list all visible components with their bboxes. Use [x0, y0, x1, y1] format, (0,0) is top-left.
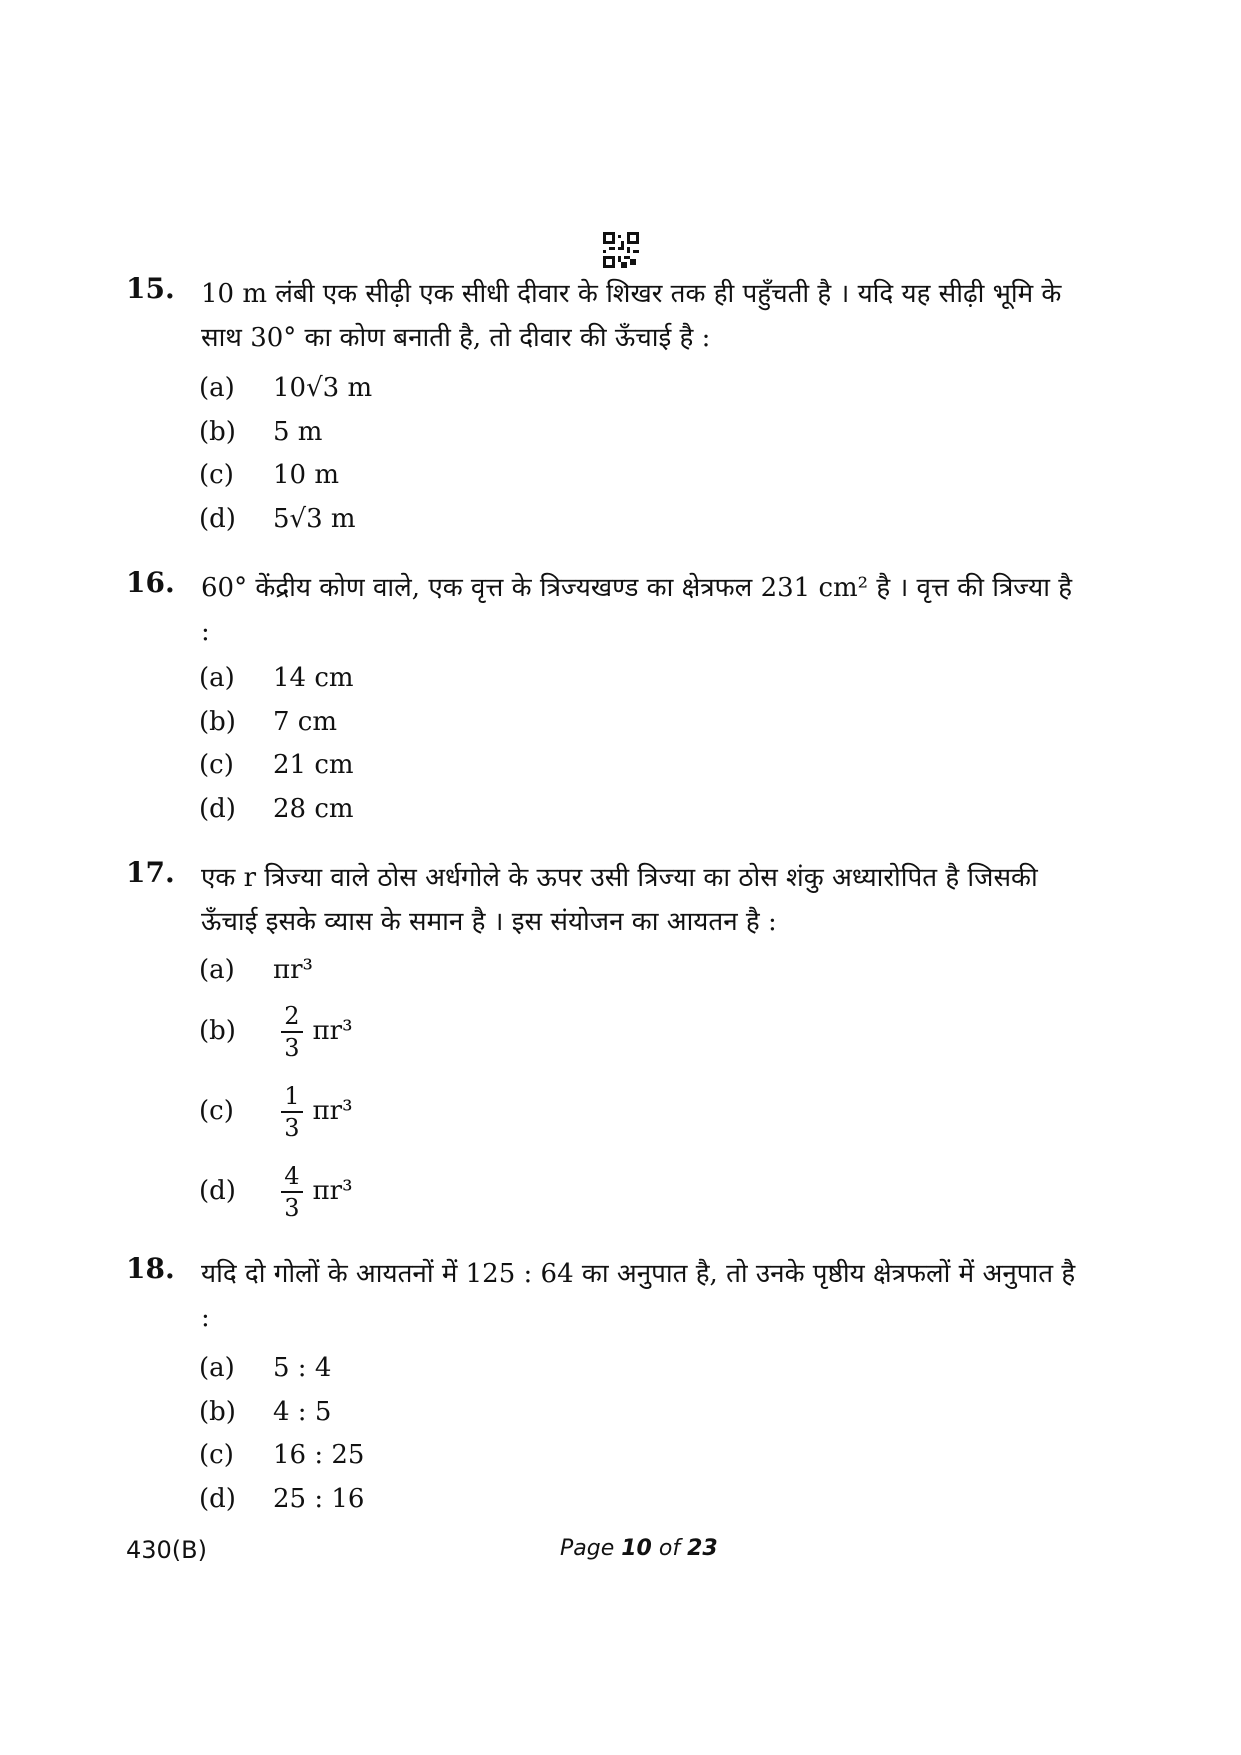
- option-value: 21 cm: [273, 750, 354, 780]
- question-text: 60° केंद्रीय कोण वाले, एक वृत्त के त्रिज्यखण्ड का क्षेत्रफल 231 cm² है । वृत्त की त्रिज्या है :: [201, 573, 1073, 647]
- option-a: [199, 656, 354, 700]
- fraction: [281, 1084, 302, 1140]
- option-label: (a): [199, 1353, 235, 1383]
- option-c: [199, 453, 339, 497]
- paper-code: 430(B): [126, 1536, 207, 1564]
- option-d: [199, 1156, 353, 1226]
- option-label: (c): [199, 1440, 234, 1470]
- option-label: (c): [199, 460, 234, 490]
- fraction-denominator: 3: [284, 1194, 300, 1222]
- option-label: (c): [199, 750, 234, 780]
- option-value: 10 m: [273, 460, 340, 490]
- fraction-numerator: 4: [281, 1164, 302, 1193]
- option-value: 4 : 5: [273, 1397, 332, 1427]
- option-d: [199, 1477, 364, 1521]
- question-number: 17.: [126, 856, 175, 889]
- option-value: πr³: [312, 1176, 353, 1206]
- option-value: 5√3 m: [273, 504, 356, 534]
- option-value: 28 cm: [273, 794, 354, 824]
- page-total: 23: [687, 1536, 718, 1561]
- option-value: 10√3 m: [273, 373, 373, 403]
- option-label: (d): [199, 504, 236, 534]
- option-label: (b): [199, 417, 236, 447]
- option-label: (a): [199, 663, 235, 693]
- option-a: [199, 1346, 331, 1390]
- question-text: यदि दो गोलों के आयतनों में 125 : 64 का अनुपात है, तो उनके पृष्ठीय क्षेत्रफलों में अनुपात है :: [201, 1259, 1076, 1333]
- option-value: 7 cm: [273, 707, 338, 737]
- question-text: 10 m लंबी एक सीढ़ी एक सीधी दीवार के शिखर तक ही पहुँचती है । यदि यह सीढ़ी भूमि के साथ 30° का कोण बनाती है, तो दीवार की ऊँचाई है :: [201, 279, 1062, 353]
- option-label: (a): [199, 955, 235, 985]
- page-of: of: [658, 1536, 681, 1561]
- qr-code-icon: [603, 232, 639, 268]
- fraction: [281, 1164, 302, 1220]
- option-b: [199, 410, 322, 454]
- option-label: (d): [199, 1484, 236, 1514]
- fraction-denominator: 3: [284, 1034, 300, 1062]
- page-current: 10: [621, 1536, 652, 1561]
- option-label: (d): [199, 1176, 236, 1206]
- option-c: [199, 1433, 364, 1477]
- option-value: 16 : 25: [273, 1440, 365, 1470]
- option-a: [199, 948, 313, 992]
- fraction-numerator: 1: [281, 1084, 302, 1113]
- option-label: (b): [199, 707, 236, 737]
- option-d: [199, 787, 354, 831]
- option-value: πr³: [312, 1096, 353, 1126]
- fraction-numerator: 2: [281, 1004, 302, 1033]
- option-label: (b): [199, 1016, 236, 1046]
- option-a: [199, 366, 372, 410]
- fraction: [281, 1004, 302, 1060]
- option-d: [199, 497, 356, 541]
- option-label: (a): [199, 373, 235, 403]
- page-number: [560, 1536, 718, 1561]
- option-value: 5 m: [273, 417, 323, 447]
- option-value: πr³: [312, 1016, 353, 1046]
- option-value: 14 cm: [273, 663, 354, 693]
- option-label: (d): [199, 794, 236, 824]
- question-number: 18.: [126, 1252, 175, 1285]
- option-label: (b): [199, 1397, 236, 1427]
- option-c: [199, 743, 354, 787]
- fraction-denominator: 3: [284, 1114, 300, 1142]
- question-number: 15.: [126, 272, 175, 305]
- option-b: [199, 700, 337, 744]
- option-b: [199, 996, 353, 1066]
- question-text: एक r त्रिज्या वाले ठोस अर्धगोले के ऊपर उसी त्रिज्या का ठोस शंकु अध्यारोपित है जिसकी ऊँचाई इसके व्यास के समान है । इस संयोजन का आयतन है :: [201, 863, 1038, 937]
- option-value: 25 : 16: [273, 1484, 365, 1514]
- option-c: [199, 1076, 353, 1146]
- option-label: (c): [199, 1096, 234, 1126]
- option-b: [199, 1390, 331, 1434]
- question-number: 16.: [126, 566, 175, 599]
- option-value: 5 : 4: [273, 1353, 332, 1383]
- option-value: πr³: [273, 955, 313, 985]
- page-prefix: Page: [560, 1536, 615, 1561]
